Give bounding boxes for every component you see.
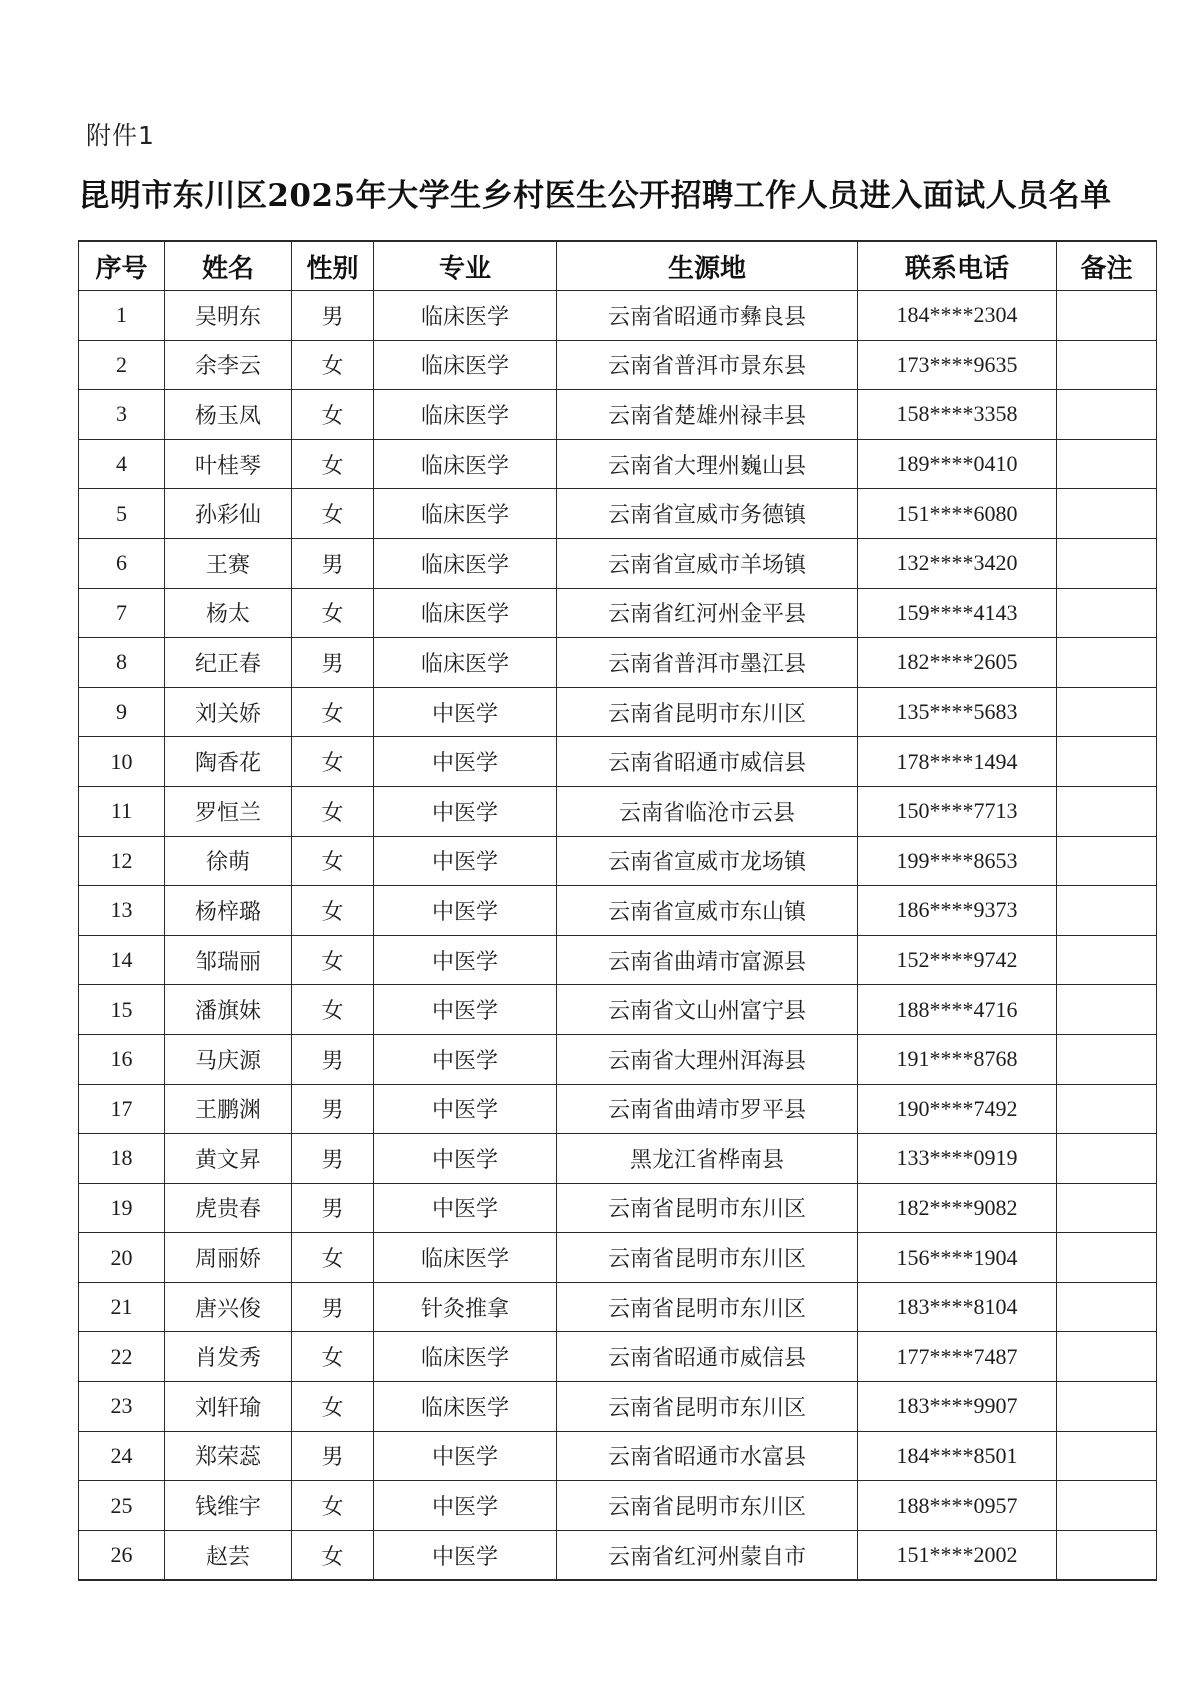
cell-name: 王鹏渊 bbox=[165, 1084, 292, 1134]
cell-phone: 132****3420 bbox=[858, 538, 1057, 588]
table-row bbox=[79, 1084, 1157, 1134]
cell-origin: 云南省昭通市水富县 bbox=[557, 1431, 858, 1481]
document-title: 昆明市东川区2025年大学生乡村医生公开招聘工作人员进入面试人员名单 bbox=[78, 178, 1112, 214]
cell-major: 临床医学 bbox=[374, 439, 557, 489]
table-row bbox=[79, 1332, 1157, 1382]
cell-name: 潘旗妹 bbox=[165, 985, 292, 1035]
cell-name: 孙彩仙 bbox=[165, 489, 292, 539]
cell-origin: 云南省昭通市威信县 bbox=[557, 1332, 858, 1382]
cell-gender: 男 bbox=[292, 1183, 374, 1233]
cell-origin: 云南省昆明市东川区 bbox=[557, 1183, 858, 1233]
cell-gender: 女 bbox=[292, 1332, 374, 1382]
cell-index: 26 bbox=[79, 1530, 165, 1580]
cell-phone: 135****5683 bbox=[858, 687, 1057, 737]
header-major: 专业 bbox=[374, 241, 557, 291]
cell-major: 临床医学 bbox=[374, 638, 557, 688]
cell-index: 3 bbox=[79, 390, 165, 440]
cell-phone: 150****7713 bbox=[858, 786, 1057, 836]
cell-origin: 云南省文山州富宁县 bbox=[557, 985, 858, 1035]
cell-major: 临床医学 bbox=[374, 390, 557, 440]
cell-major: 中医学 bbox=[374, 737, 557, 787]
header-origin: 生源地 bbox=[557, 241, 858, 291]
cell-origin: 云南省曲靖市富源县 bbox=[557, 935, 858, 985]
cell-remark bbox=[1057, 638, 1157, 688]
cell-remark bbox=[1057, 340, 1157, 390]
cell-name: 王赛 bbox=[165, 538, 292, 588]
cell-major: 中医学 bbox=[374, 1481, 557, 1531]
cell-name: 刘轩瑜 bbox=[165, 1382, 292, 1432]
cell-index: 11 bbox=[79, 786, 165, 836]
cell-major: 中医学 bbox=[374, 687, 557, 737]
cell-major: 中医学 bbox=[374, 1183, 557, 1233]
cell-remark bbox=[1057, 588, 1157, 638]
cell-origin: 云南省昭通市威信县 bbox=[557, 737, 858, 787]
cell-major: 临床医学 bbox=[374, 291, 557, 341]
cell-gender: 男 bbox=[292, 1431, 374, 1481]
cell-phone: 199****8653 bbox=[858, 836, 1057, 886]
cell-remark bbox=[1057, 935, 1157, 985]
cell-gender: 男 bbox=[292, 1034, 374, 1084]
cell-origin: 云南省宣威市龙场镇 bbox=[557, 836, 858, 886]
cell-phone: 151****2002 bbox=[858, 1530, 1057, 1580]
cell-index: 1 bbox=[79, 291, 165, 341]
cell-index: 4 bbox=[79, 439, 165, 489]
cell-name: 赵芸 bbox=[165, 1530, 292, 1580]
cell-major: 中医学 bbox=[374, 786, 557, 836]
table-row bbox=[79, 439, 1157, 489]
cell-gender: 女 bbox=[292, 489, 374, 539]
cell-phone: 186****9373 bbox=[858, 886, 1057, 936]
table-row bbox=[79, 737, 1157, 787]
table-row bbox=[79, 1431, 1157, 1481]
cell-index: 16 bbox=[79, 1034, 165, 1084]
cell-remark bbox=[1057, 291, 1157, 341]
table-row bbox=[79, 1530, 1157, 1580]
cell-origin: 云南省昭通市彝良县 bbox=[557, 291, 858, 341]
cell-remark bbox=[1057, 439, 1157, 489]
cell-gender: 男 bbox=[292, 1282, 374, 1332]
table-row bbox=[79, 1481, 1157, 1531]
cell-gender: 女 bbox=[292, 786, 374, 836]
table-row bbox=[79, 1282, 1157, 1332]
table-row bbox=[79, 1134, 1157, 1184]
cell-major: 针灸推拿 bbox=[374, 1282, 557, 1332]
cell-phone: 158****3358 bbox=[858, 390, 1057, 440]
table-row bbox=[79, 935, 1157, 985]
cell-phone: 190****7492 bbox=[858, 1084, 1057, 1134]
header-remark: 备注 bbox=[1057, 241, 1157, 291]
cell-remark bbox=[1057, 886, 1157, 936]
cell-origin: 云南省大理州洱海县 bbox=[557, 1034, 858, 1084]
table-row bbox=[79, 638, 1157, 688]
cell-gender: 女 bbox=[292, 935, 374, 985]
cell-gender: 女 bbox=[292, 886, 374, 936]
cell-gender: 女 bbox=[292, 439, 374, 489]
cell-name: 周丽娇 bbox=[165, 1233, 292, 1283]
cell-major: 临床医学 bbox=[374, 538, 557, 588]
cell-name: 罗恒兰 bbox=[165, 786, 292, 836]
cell-index: 5 bbox=[79, 489, 165, 539]
interview-roster-table bbox=[78, 240, 1157, 1581]
table-row bbox=[79, 1233, 1157, 1283]
cell-phone: 133****0919 bbox=[858, 1134, 1057, 1184]
cell-origin: 云南省宣威市务德镇 bbox=[557, 489, 858, 539]
cell-remark bbox=[1057, 1233, 1157, 1283]
cell-name: 刘关娇 bbox=[165, 687, 292, 737]
cell-index: 15 bbox=[79, 985, 165, 1035]
cell-index: 17 bbox=[79, 1084, 165, 1134]
cell-gender: 男 bbox=[292, 291, 374, 341]
table-row bbox=[79, 588, 1157, 638]
table-row bbox=[79, 340, 1157, 390]
cell-name: 唐兴俊 bbox=[165, 1282, 292, 1332]
cell-index: 8 bbox=[79, 638, 165, 688]
cell-remark bbox=[1057, 489, 1157, 539]
cell-origin: 云南省红河州蒙自市 bbox=[557, 1530, 858, 1580]
cell-origin: 云南省普洱市景东县 bbox=[557, 340, 858, 390]
cell-name: 余李云 bbox=[165, 340, 292, 390]
cell-gender: 女 bbox=[292, 588, 374, 638]
cell-major: 中医学 bbox=[374, 1034, 557, 1084]
header-phone: 联系电话 bbox=[858, 241, 1057, 291]
cell-phone: 188****4716 bbox=[858, 985, 1057, 1035]
cell-phone: 183****9907 bbox=[858, 1382, 1057, 1432]
table-row bbox=[79, 1034, 1157, 1084]
cell-major: 临床医学 bbox=[374, 588, 557, 638]
cell-phone: 189****0410 bbox=[858, 439, 1057, 489]
cell-remark bbox=[1057, 1282, 1157, 1332]
table-row bbox=[79, 687, 1157, 737]
cell-name: 徐萌 bbox=[165, 836, 292, 886]
cell-origin: 云南省普洱市墨江县 bbox=[557, 638, 858, 688]
cell-remark bbox=[1057, 836, 1157, 886]
table-header bbox=[79, 241, 1157, 291]
cell-major: 临床医学 bbox=[374, 1382, 557, 1432]
cell-gender: 男 bbox=[292, 1084, 374, 1134]
cell-major: 中医学 bbox=[374, 935, 557, 985]
cell-gender: 女 bbox=[292, 985, 374, 1035]
cell-origin: 云南省宣威市东山镇 bbox=[557, 886, 858, 936]
cell-name: 黄文昇 bbox=[165, 1134, 292, 1184]
cell-gender: 女 bbox=[292, 1233, 374, 1283]
table-row bbox=[79, 786, 1157, 836]
cell-remark bbox=[1057, 985, 1157, 1035]
cell-major: 临床医学 bbox=[374, 1332, 557, 1382]
cell-remark bbox=[1057, 786, 1157, 836]
header-gender: 性别 bbox=[292, 241, 374, 291]
table-body bbox=[79, 291, 1157, 1581]
cell-phone: 173****9635 bbox=[858, 340, 1057, 390]
cell-gender: 女 bbox=[292, 1382, 374, 1432]
table-row bbox=[79, 538, 1157, 588]
cell-remark bbox=[1057, 390, 1157, 440]
table-row bbox=[79, 489, 1157, 539]
cell-origin: 云南省楚雄州禄丰县 bbox=[557, 390, 858, 440]
cell-major: 中医学 bbox=[374, 1530, 557, 1580]
table-row bbox=[79, 1382, 1157, 1432]
cell-major: 中医学 bbox=[374, 1084, 557, 1134]
cell-major: 中医学 bbox=[374, 886, 557, 936]
cell-name: 邹瑞丽 bbox=[165, 935, 292, 985]
cell-gender: 女 bbox=[292, 1481, 374, 1531]
cell-name: 纪正春 bbox=[165, 638, 292, 688]
cell-index: 12 bbox=[79, 836, 165, 886]
cell-origin: 云南省昆明市东川区 bbox=[557, 1481, 858, 1531]
cell-phone: 182****9082 bbox=[858, 1183, 1057, 1233]
cell-phone: 156****1904 bbox=[858, 1233, 1057, 1283]
cell-origin: 云南省昆明市东川区 bbox=[557, 1233, 858, 1283]
cell-phone: 177****7487 bbox=[858, 1332, 1057, 1382]
cell-index: 14 bbox=[79, 935, 165, 985]
cell-gender: 女 bbox=[292, 687, 374, 737]
cell-name: 陶香花 bbox=[165, 737, 292, 787]
cell-index: 23 bbox=[79, 1382, 165, 1432]
cell-remark bbox=[1057, 1034, 1157, 1084]
cell-name: 杨玉凤 bbox=[165, 390, 292, 440]
attachment-label: 附件1 bbox=[86, 121, 155, 150]
cell-phone: 184****8501 bbox=[858, 1431, 1057, 1481]
cell-phone: 182****2605 bbox=[858, 638, 1057, 688]
table-row bbox=[79, 291, 1157, 341]
cell-gender: 男 bbox=[292, 638, 374, 688]
cell-name: 郑荣蕊 bbox=[165, 1431, 292, 1481]
cell-phone: 183****8104 bbox=[858, 1282, 1057, 1332]
cell-index: 7 bbox=[79, 588, 165, 638]
cell-gender: 男 bbox=[292, 1134, 374, 1184]
cell-origin: 云南省大理州巍山县 bbox=[557, 439, 858, 489]
cell-gender: 女 bbox=[292, 836, 374, 886]
cell-phone: 152****9742 bbox=[858, 935, 1057, 985]
header-row bbox=[79, 241, 1157, 291]
header-name: 姓名 bbox=[165, 241, 292, 291]
cell-remark bbox=[1057, 1332, 1157, 1382]
cell-major: 中医学 bbox=[374, 836, 557, 886]
cell-phone: 191****8768 bbox=[858, 1034, 1057, 1084]
cell-phone: 159****4143 bbox=[858, 588, 1057, 638]
table-row bbox=[79, 886, 1157, 936]
cell-origin: 云南省红河州金平县 bbox=[557, 588, 858, 638]
cell-name: 马庆源 bbox=[165, 1034, 292, 1084]
cell-remark bbox=[1057, 687, 1157, 737]
cell-index: 22 bbox=[79, 1332, 165, 1382]
cell-index: 2 bbox=[79, 340, 165, 390]
cell-phone: 188****0957 bbox=[858, 1481, 1057, 1531]
cell-origin: 黑龙江省桦南县 bbox=[557, 1134, 858, 1184]
cell-index: 24 bbox=[79, 1431, 165, 1481]
cell-remark bbox=[1057, 1481, 1157, 1531]
cell-remark bbox=[1057, 538, 1157, 588]
cell-index: 20 bbox=[79, 1233, 165, 1283]
cell-gender: 女 bbox=[292, 1530, 374, 1580]
cell-remark bbox=[1057, 1183, 1157, 1233]
cell-gender: 女 bbox=[292, 340, 374, 390]
table-row bbox=[79, 1183, 1157, 1233]
cell-name: 钱维宇 bbox=[165, 1481, 292, 1531]
cell-remark bbox=[1057, 1530, 1157, 1580]
cell-major: 中医学 bbox=[374, 985, 557, 1035]
cell-phone: 184****2304 bbox=[858, 291, 1057, 341]
cell-major: 临床医学 bbox=[374, 1233, 557, 1283]
cell-origin: 云南省宣威市羊场镇 bbox=[557, 538, 858, 588]
cell-phone: 178****1494 bbox=[858, 737, 1057, 787]
cell-gender: 男 bbox=[292, 538, 374, 588]
cell-major: 临床医学 bbox=[374, 340, 557, 390]
cell-phone: 151****6080 bbox=[858, 489, 1057, 539]
cell-origin: 云南省曲靖市罗平县 bbox=[557, 1084, 858, 1134]
cell-index: 21 bbox=[79, 1282, 165, 1332]
cell-remark bbox=[1057, 1134, 1157, 1184]
cell-remark bbox=[1057, 1084, 1157, 1134]
cell-index: 25 bbox=[79, 1481, 165, 1531]
cell-name: 杨太 bbox=[165, 588, 292, 638]
cell-remark bbox=[1057, 1431, 1157, 1481]
cell-major: 中医学 bbox=[374, 1431, 557, 1481]
cell-gender: 女 bbox=[292, 737, 374, 787]
cell-major: 中医学 bbox=[374, 1134, 557, 1184]
cell-origin: 云南省昆明市东川区 bbox=[557, 1382, 858, 1432]
cell-origin: 云南省昆明市东川区 bbox=[557, 1282, 858, 1332]
cell-name: 肖发秀 bbox=[165, 1332, 292, 1382]
table-row bbox=[79, 836, 1157, 886]
cell-index: 18 bbox=[79, 1134, 165, 1184]
table-row bbox=[79, 390, 1157, 440]
cell-name: 叶桂琴 bbox=[165, 439, 292, 489]
cell-gender: 女 bbox=[292, 390, 374, 440]
cell-origin: 云南省昆明市东川区 bbox=[557, 687, 858, 737]
cell-remark bbox=[1057, 737, 1157, 787]
cell-index: 6 bbox=[79, 538, 165, 588]
cell-major: 临床医学 bbox=[374, 489, 557, 539]
cell-index: 13 bbox=[79, 886, 165, 936]
table-row bbox=[79, 985, 1157, 1035]
cell-name: 虎贵春 bbox=[165, 1183, 292, 1233]
cell-index: 9 bbox=[79, 687, 165, 737]
cell-index: 10 bbox=[79, 737, 165, 787]
cell-origin: 云南省临沧市云县 bbox=[557, 786, 858, 836]
cell-name: 杨梓璐 bbox=[165, 886, 292, 936]
cell-name: 吴明东 bbox=[165, 291, 292, 341]
cell-index: 19 bbox=[79, 1183, 165, 1233]
header-index: 序号 bbox=[79, 241, 165, 291]
cell-remark bbox=[1057, 1382, 1157, 1432]
